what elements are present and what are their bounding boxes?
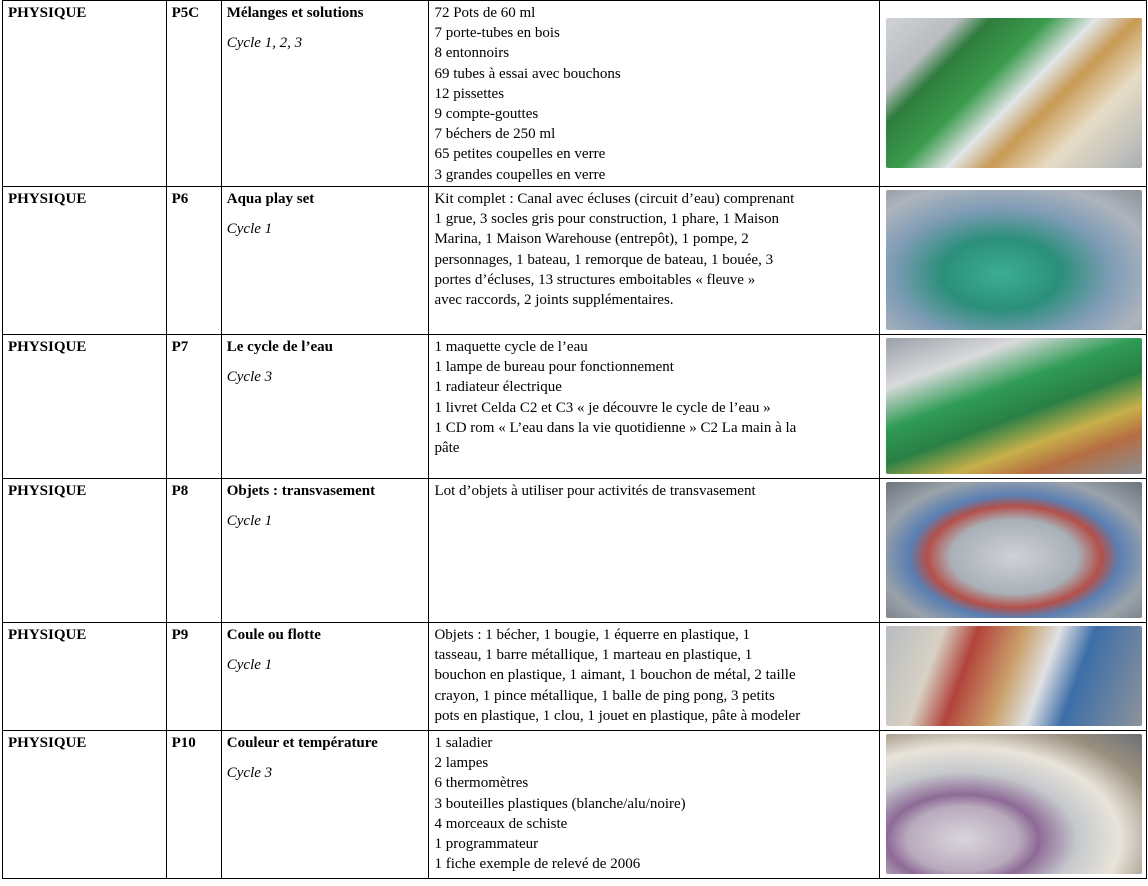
content-line: 1 lampe de bureau pour fonctionnement: [434, 359, 674, 376]
content-line: portes d’écluses, 13 structures emboitables « fleuve »: [434, 271, 756, 288]
table-row: [3, 1, 1147, 187]
content-line: 6 thermomètres: [434, 775, 529, 792]
content-line: Lot d’objets à utiliser pour activités de transvasement: [434, 483, 756, 499]
content-line: 72 Pots de 60 ml: [434, 5, 536, 21]
table-row: [3, 731, 1147, 879]
content-line: 1 programmateur: [434, 836, 539, 853]
content-line: pâte: [434, 440, 460, 457]
contents-cell: [429, 187, 880, 335]
contents-cell: [429, 479, 880, 623]
contents-cell: [429, 731, 880, 879]
code-cell: P7: [166, 335, 221, 479]
title-cell: [221, 623, 429, 731]
photo-cell: [880, 479, 1147, 623]
photo-cell: [880, 187, 1147, 335]
content-line: 3 bouteilles plastiques (blanche/alu/noire): [434, 795, 686, 812]
code-cell: P6: [166, 187, 221, 335]
photo-cell: [880, 335, 1147, 479]
content-line: tasseau, 1 barre métallique, 1 marteau en plastique, 1: [434, 647, 753, 664]
kit-photo: [886, 338, 1142, 474]
content-line: 1 maquette cycle de l’eau: [434, 339, 588, 355]
table-row: [3, 335, 1147, 479]
kit-title: Couleur et température: [226, 735, 378, 751]
kit-cycle: Cycle 1: [226, 513, 273, 530]
kit-cycle: Cycle 3: [226, 369, 273, 386]
content-line: 7 béchers de 250 ml: [434, 126, 556, 143]
category-cell: PHYSIQUE: [3, 1, 167, 187]
content-line: 1 CD rom « L’eau dans la vie quotidienne » C2 La main à la: [434, 419, 797, 436]
category-cell: PHYSIQUE: [3, 187, 167, 335]
content-line: Kit complet : Canal avec écluses (circuit d’eau) comprenant: [434, 191, 795, 207]
content-line: 2 lampes: [434, 755, 489, 772]
kit-cycle: Cycle 3: [226, 765, 273, 782]
content-line: 4 morceaux de schiste: [434, 815, 568, 832]
content-line: Marina, 1 Maison Warehouse (entrepôt), 1 pompe, 2: [434, 231, 749, 248]
kit-cycle: Cycle 1: [226, 657, 273, 674]
category-cell: PHYSIQUE: [3, 731, 167, 879]
content-line: 7 porte-tubes en bois: [434, 25, 560, 42]
content-line: 1 fiche exemple de relevé de 2006: [434, 856, 641, 873]
content-line: 8 entonnoirs: [434, 45, 510, 62]
inventory-table-body: [3, 1, 1147, 879]
kit-photo: [886, 18, 1142, 168]
contents-cell: [429, 1, 880, 187]
kit-title: Objets : transvasement: [226, 483, 376, 499]
kit-photo: [886, 190, 1142, 330]
content-line: pots en plastique, 1 clou, 1 jouet en plastique, pâte à modeler: [434, 707, 801, 724]
title-cell: [221, 1, 429, 187]
photo-cell: [880, 1, 1147, 187]
kit-title: Coule ou flotte: [226, 627, 321, 643]
inventory-table: [2, 0, 1147, 879]
code-cell: P8: [166, 479, 221, 623]
title-cell: [221, 187, 429, 335]
title-cell: [221, 335, 429, 479]
contents-cell: [429, 335, 880, 479]
content-line: 1 grue, 3 socles gris pour construction, 1 phare, 1 Maison: [434, 211, 779, 228]
content-line: 1 livret Celda C2 et C3 « je découvre le cycle de l’eau »: [434, 399, 771, 416]
category-cell: PHYSIQUE: [3, 335, 167, 479]
photo-cell: [880, 623, 1147, 731]
title-cell: [221, 731, 429, 879]
content-line: 1 saladier: [434, 735, 493, 751]
content-line: Objets : 1 bécher, 1 bougie, 1 équerre en plastique, 1: [434, 627, 751, 643]
content-line: crayon, 1 pince métallique, 1 balle de ping pong, 3 petits: [434, 687, 775, 704]
content-line: 65 petites coupelles en verre: [434, 146, 606, 163]
kit-title: Aqua play set: [226, 191, 315, 207]
photo-cell: [880, 731, 1147, 879]
content-line: bouchon en plastique, 1 aimant, 1 bouchon de métal, 2 taille: [434, 667, 796, 684]
kit-photo: [886, 482, 1142, 618]
kit-title: Mélanges et solutions: [226, 5, 364, 21]
table-row: [3, 479, 1147, 623]
content-line: 3 grandes coupelles en verre: [434, 166, 606, 183]
category-cell: PHYSIQUE: [3, 623, 167, 731]
table-row: [3, 187, 1147, 335]
content-line: 9 compte-gouttes: [434, 106, 539, 123]
code-cell: P9: [166, 623, 221, 731]
title-cell: [221, 479, 429, 623]
content-line: personnages, 1 bateau, 1 remorque de bateau, 1 bouée, 3: [434, 251, 774, 268]
code-cell: P5C: [166, 1, 221, 187]
content-line: 69 tubes à essai avec bouchons: [434, 65, 621, 82]
content-line: 1 radiateur électrique: [434, 379, 562, 396]
kit-photo: [886, 626, 1142, 726]
kit-title: Le cycle de l’eau: [226, 339, 333, 355]
contents-cell: [429, 623, 880, 731]
category-cell: PHYSIQUE: [3, 479, 167, 623]
content-line: avec raccords, 2 joints supplémentaires.: [434, 292, 674, 309]
code-cell: P10: [166, 731, 221, 879]
kit-photo: [886, 734, 1142, 874]
kit-cycle: Cycle 1: [226, 221, 273, 238]
kit-cycle: Cycle 1, 2, 3: [226, 35, 303, 52]
table-row: [3, 623, 1147, 731]
content-line: 12 pissettes: [434, 85, 505, 102]
